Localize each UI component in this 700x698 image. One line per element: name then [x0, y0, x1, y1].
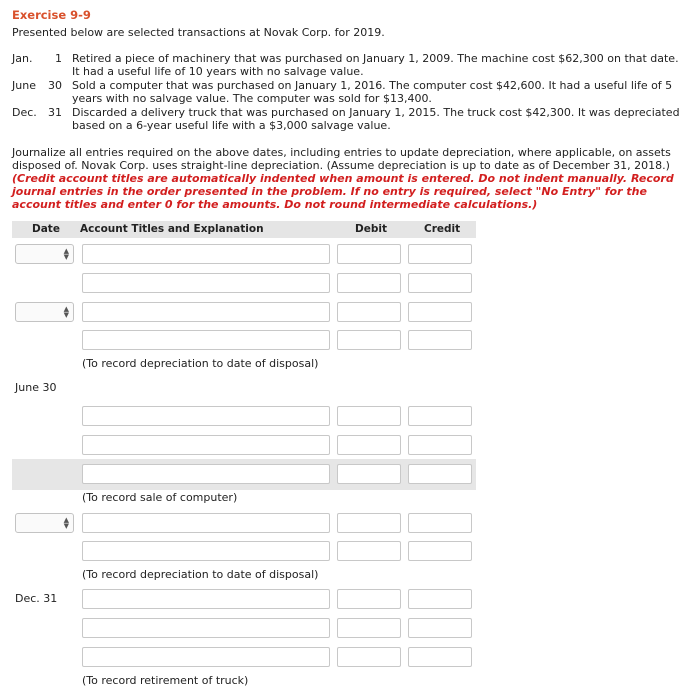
- stepper-arrows-icon: ▲ ▼: [63, 516, 69, 530]
- credit-input[interactable]: [408, 330, 472, 350]
- credit-input[interactable]: [408, 618, 472, 638]
- date-select[interactable]: [15, 244, 74, 264]
- header-account: Account Titles and Explanation: [80, 223, 264, 235]
- debit-input[interactable]: [337, 589, 401, 609]
- entry-date-june30: June 30: [15, 381, 57, 394]
- account-title-input[interactable]: [82, 647, 330, 667]
- account-title-input[interactable]: [82, 330, 330, 350]
- debit-input[interactable]: [337, 541, 401, 561]
- tx-month: June: [12, 79, 36, 92]
- debit-input[interactable]: [337, 435, 401, 455]
- account-title-input[interactable]: [82, 464, 330, 484]
- debit-input[interactable]: [337, 273, 401, 293]
- intro-text: Presented below are selected transactions at Novak Corp. for 2019.: [12, 26, 385, 39]
- exercise-title: Exercise 9-9: [12, 8, 91, 22]
- account-title-input[interactable]: [82, 406, 330, 426]
- account-title-input[interactable]: [82, 618, 330, 638]
- debit-input[interactable]: [337, 330, 401, 350]
- account-title-input[interactable]: [82, 302, 330, 322]
- debit-input[interactable]: [337, 464, 401, 484]
- account-title-input[interactable]: [82, 589, 330, 609]
- credit-input[interactable]: [408, 464, 472, 484]
- tx-date-1: [12, 52, 62, 65]
- tx-day: 1: [55, 52, 62, 65]
- debit-input[interactable]: [337, 302, 401, 322]
- account-title-input[interactable]: [82, 435, 330, 455]
- credit-input[interactable]: [408, 435, 472, 455]
- date-select[interactable]: [15, 513, 74, 533]
- account-title-input[interactable]: [82, 541, 330, 561]
- credit-input[interactable]: [408, 406, 472, 426]
- credit-input[interactable]: [408, 541, 472, 561]
- credit-input[interactable]: [408, 273, 472, 293]
- entry-explanation: (To record sale of computer): [82, 491, 238, 504]
- tx-text-3: Discarded a delivery truck that was purchased on January 1, 2015. The truck cost $42,300. It was depreciated based on a 6-year useful life with a $3,000 salvage value.: [72, 106, 680, 132]
- tx-day: 31: [48, 106, 62, 119]
- credit-input[interactable]: [408, 647, 472, 667]
- stepper-arrows-icon: ▲ ▼: [63, 247, 69, 261]
- stepper-arrows-icon: ▲ ▼: [63, 305, 69, 319]
- journal-table-header: [12, 221, 476, 238]
- date-select[interactable]: [15, 302, 74, 322]
- tx-text-1: Retired a piece of machinery that was purchased on January 1, 2009. The machine cost $62,300 on that date. It had a useful life of 10 years with no salvage value.: [72, 52, 679, 78]
- account-title-input[interactable]: [82, 513, 330, 533]
- credit-input[interactable]: [408, 244, 472, 264]
- credit-input[interactable]: [408, 513, 472, 533]
- tx-day: 30: [48, 79, 62, 92]
- debit-input[interactable]: [337, 618, 401, 638]
- debit-input[interactable]: [337, 406, 401, 426]
- credit-input[interactable]: [408, 589, 472, 609]
- credit-input[interactable]: [408, 302, 472, 322]
- entry-explanation: (To record retirement of truck): [82, 674, 249, 687]
- instructions-text: Journalize all entries required on the above dates, including entries to update depreciation, where applicable, on assets disposed of. Novak Corp. uses straight-line depreciation. (Assume depreciation is up to date as of December 31, 2018.): [12, 146, 671, 172]
- entry-date-dec31: Dec. 31: [15, 592, 58, 605]
- tx-date-2: [12, 79, 62, 92]
- tx-text-2: Sold a computer that was purchased on January 1, 2016. The computer cost $42,600. It had a useful life of 5 years with no salvage value. The computer was sold for $13,400.: [72, 79, 673, 105]
- debit-input[interactable]: [337, 647, 401, 667]
- tx-month: Jan.: [12, 52, 33, 65]
- entry-explanation: (To record depreciation to date of disposal): [82, 357, 319, 370]
- instructions-warning: (Credit account titles are automatically indented when amount is entered. Do not indent manually. Record journal entries in the order presented in the problem. If no entry is required, select "No Entry" for the account titles and enter 0 for the amounts. Do not round intermediate calculations.): [12, 172, 674, 211]
- account-title-input[interactable]: [82, 244, 330, 264]
- header-date: Date: [32, 223, 60, 235]
- instructions: [12, 146, 692, 211]
- tx-month: Dec.: [12, 106, 37, 119]
- debit-input[interactable]: [337, 513, 401, 533]
- header-credit: Credit: [424, 223, 461, 235]
- debit-input[interactable]: [337, 244, 401, 264]
- tx-date-3: [12, 106, 62, 119]
- header-debit: Debit: [355, 223, 387, 235]
- entry-explanation: (To record depreciation to date of disposal): [82, 568, 319, 581]
- account-title-input[interactable]: [82, 273, 330, 293]
